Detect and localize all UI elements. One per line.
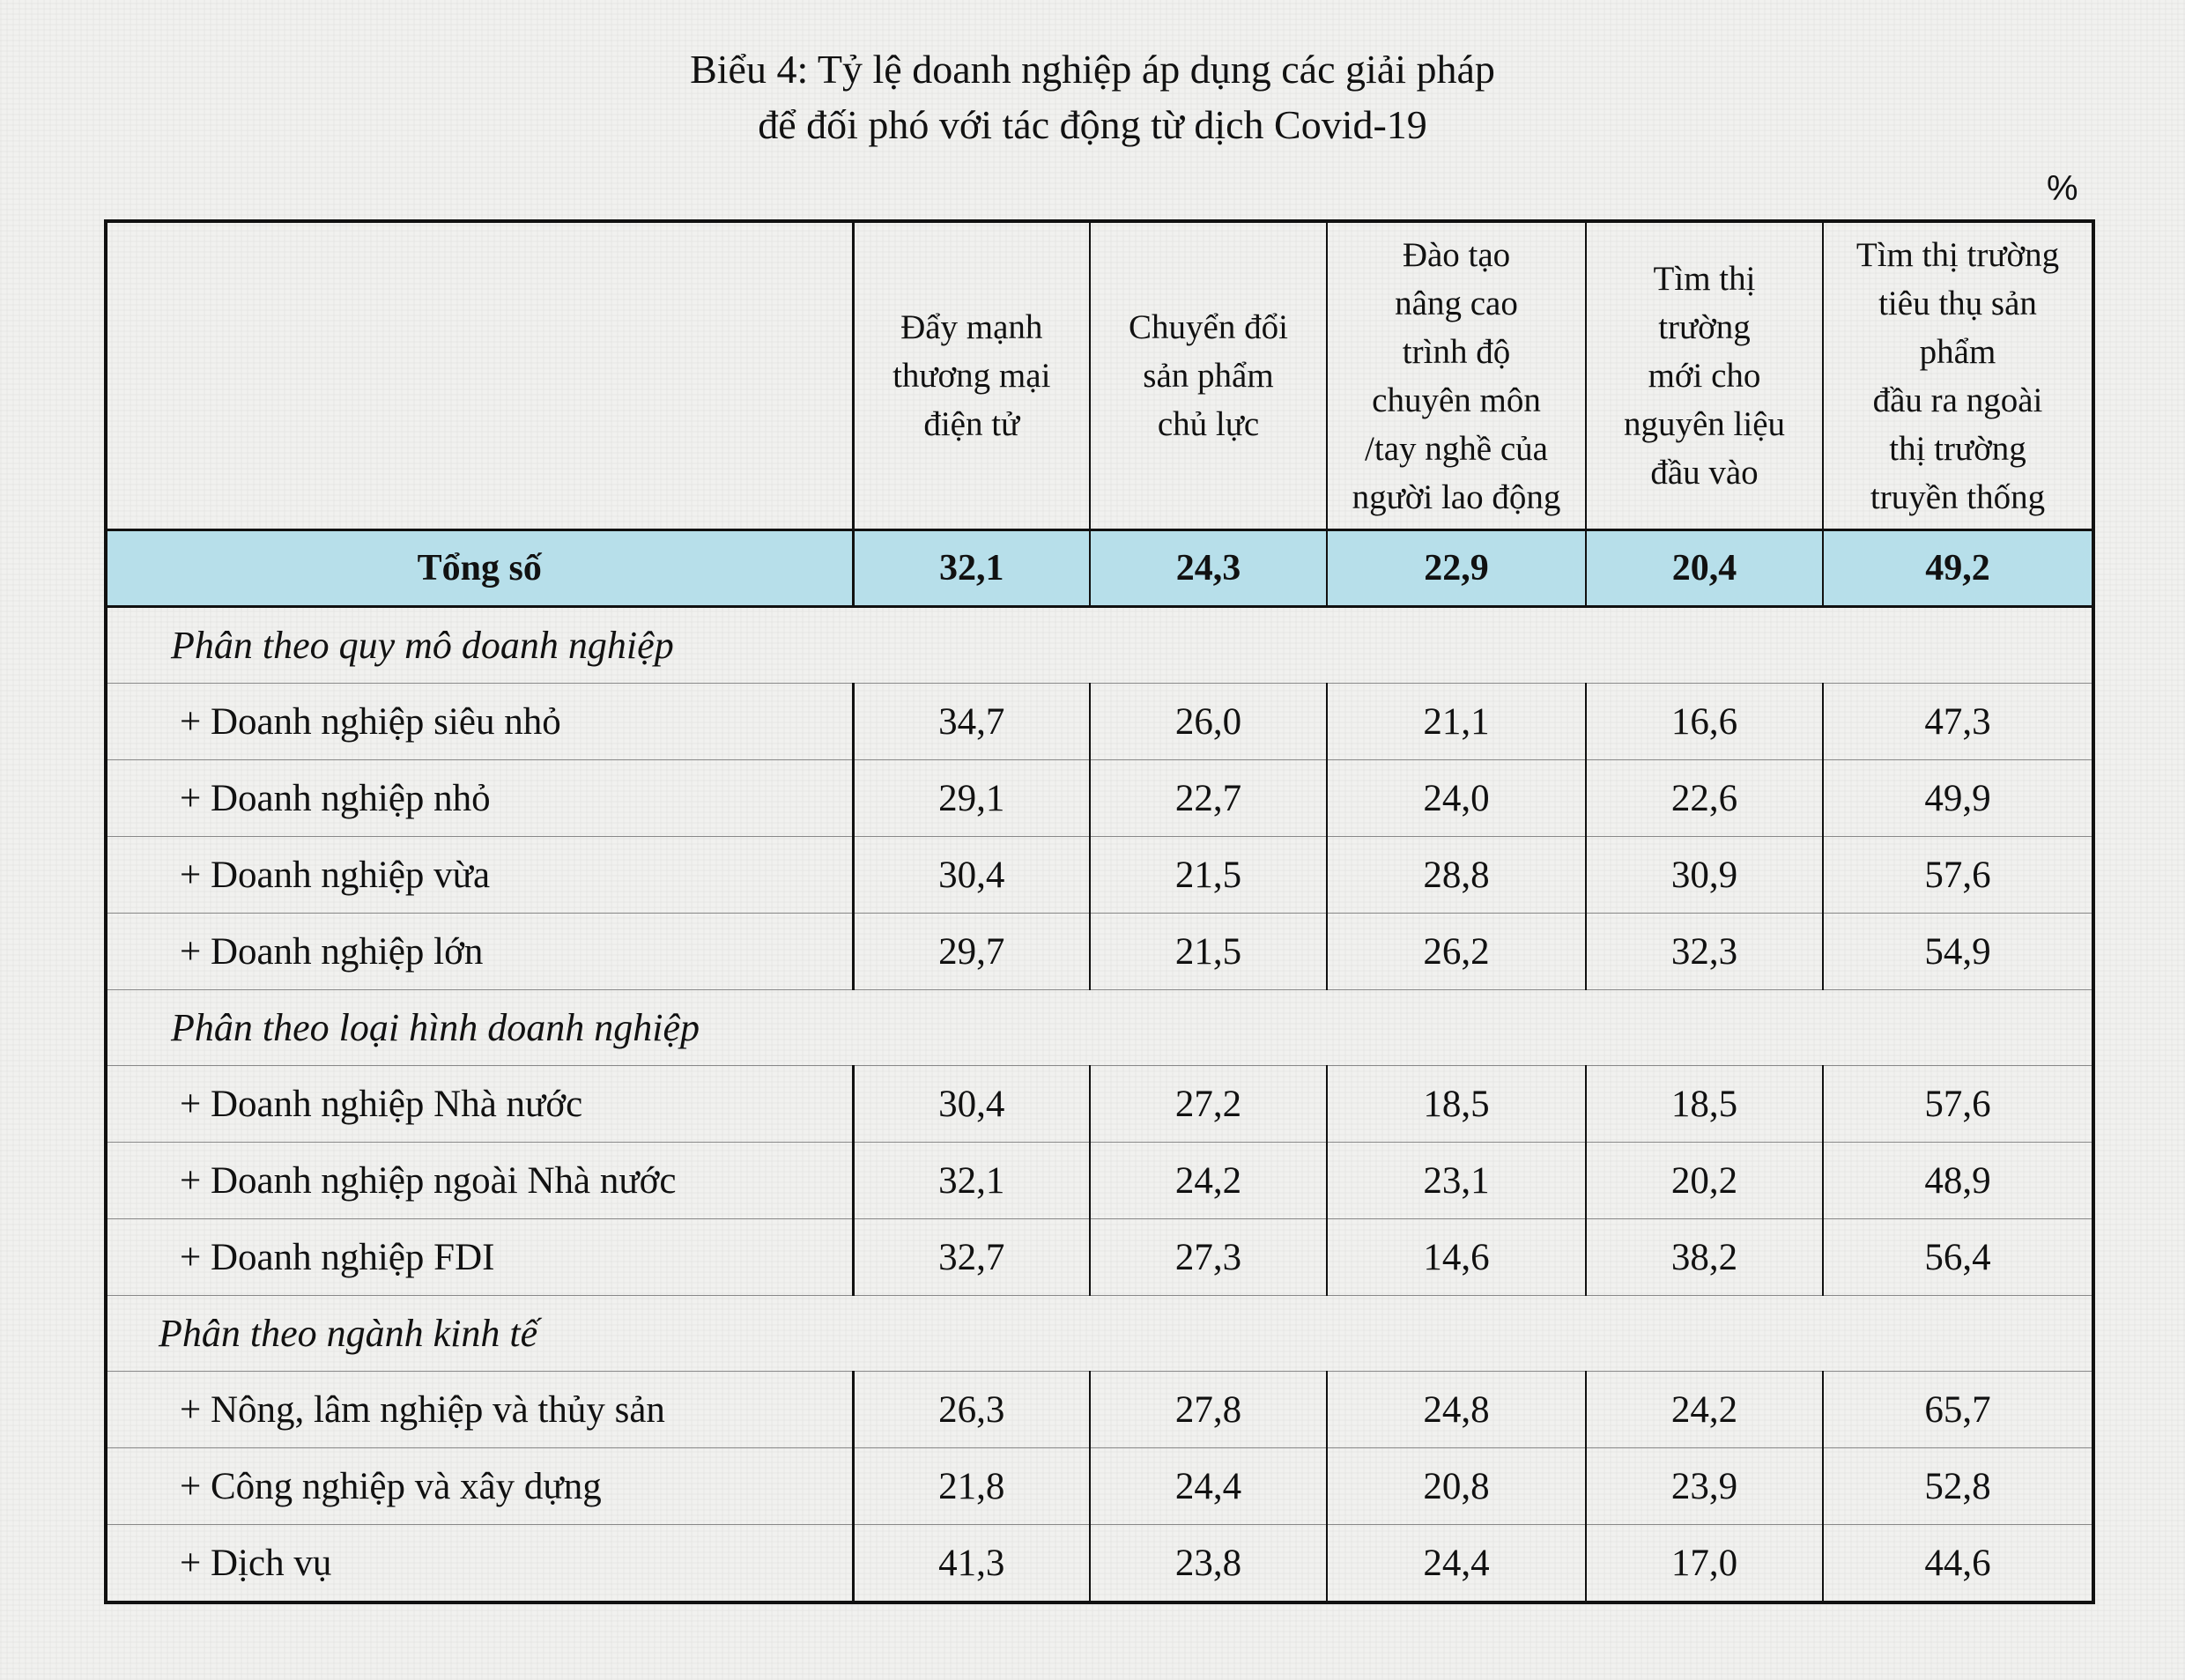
cell-value: 27,3 <box>1090 1219 1327 1296</box>
cell-value: 57,6 <box>1823 837 2093 914</box>
cell-value: 18,5 <box>1327 1066 1586 1143</box>
table-row <box>106 760 2093 837</box>
cell-value: 23,8 <box>1090 1525 1327 1603</box>
table-row <box>106 914 2093 990</box>
total-label: Tổng số <box>106 530 853 607</box>
cell-value: 29,7 <box>853 914 1090 990</box>
cell-value: 41,3 <box>853 1525 1090 1603</box>
cell-value: 30,9 <box>1586 837 1823 914</box>
column-header-training: Đào tạo nâng cao trình độ chuyên môn /tay nghề của người lao động <box>1327 221 1586 530</box>
cell-value: 27,2 <box>1090 1066 1327 1143</box>
row-label: + Dịch vụ <box>106 1525 853 1603</box>
cell-value: 24,0 <box>1327 760 1586 837</box>
group-header-row <box>106 1296 2093 1372</box>
cell-value: 38,2 <box>1586 1219 1823 1296</box>
cell-value: 17,0 <box>1586 1525 1823 1603</box>
cell-value: 47,3 <box>1823 684 2093 760</box>
table-title-line-2: để đối phó với tác động từ dịch Covid-19 <box>758 102 1427 147</box>
table-row <box>106 1143 2093 1219</box>
cell-value: 28,8 <box>1327 837 1586 914</box>
unit-label: % <box>2047 169 2078 208</box>
row-label: + Doanh nghiệp vừa <box>106 837 853 914</box>
row-label: + Doanh nghiệp lớn <box>106 914 853 990</box>
cell-value: 24,4 <box>1090 1448 1327 1525</box>
cell-value: 18,5 <box>1586 1066 1823 1143</box>
cell-value: 44,6 <box>1823 1525 2093 1603</box>
cell-value: 52,8 <box>1823 1448 2093 1525</box>
header-corner-cell <box>106 221 853 530</box>
table-row <box>106 1525 2093 1603</box>
cell-value: 32,7 <box>853 1219 1090 1296</box>
cell-value: 34,7 <box>853 684 1090 760</box>
header-row <box>106 221 2093 530</box>
row-label: + Doanh nghiệp siêu nhỏ <box>106 684 853 760</box>
row-label: + Doanh nghiệp FDI <box>106 1219 853 1296</box>
cell-value: 22,7 <box>1090 760 1327 837</box>
cell-value: 27,8 <box>1090 1372 1327 1448</box>
data-table <box>104 219 2095 1604</box>
cell-value: 26,0 <box>1090 684 1327 760</box>
total-value: 20,4 <box>1586 530 1823 607</box>
cell-value: 16,6 <box>1586 684 1823 760</box>
cell-value: 65,7 <box>1823 1372 2093 1448</box>
group-header-row <box>106 990 2093 1066</box>
cell-value: 26,3 <box>853 1372 1090 1448</box>
cell-value: 32,1 <box>853 1143 1090 1219</box>
table-row <box>106 1066 2093 1143</box>
total-value: 32,1 <box>853 530 1090 607</box>
total-value: 49,2 <box>1823 530 2093 607</box>
cell-value: 49,9 <box>1823 760 2093 837</box>
table-row <box>106 837 2093 914</box>
cell-value: 23,9 <box>1586 1448 1823 1525</box>
total-value: 22,9 <box>1327 530 1586 607</box>
column-header-new-input-markets: Tìm thị trường mới cho nguyên liệu đầu vào <box>1586 221 1823 530</box>
group-title-type: Phân theo loại hình doanh nghiệp <box>106 990 2093 1066</box>
cell-value: 30,4 <box>853 1066 1090 1143</box>
row-label: + Nông, lâm nghiệp và thủy sản <box>106 1372 853 1448</box>
cell-value: 21,1 <box>1327 684 1586 760</box>
cell-value: 21,5 <box>1090 914 1327 990</box>
table-row <box>106 1448 2093 1525</box>
group-header-row <box>106 607 2093 684</box>
group-title-size: Phân theo quy mô doanh nghiệp <box>106 607 2093 684</box>
cell-value: 21,5 <box>1090 837 1327 914</box>
cell-value: 24,8 <box>1327 1372 1586 1448</box>
total-value: 24,3 <box>1090 530 1327 607</box>
cell-value: 29,1 <box>853 760 1090 837</box>
cell-value: 22,6 <box>1586 760 1823 837</box>
table-title-line-1: Biểu 4: Tỷ lệ doanh nghiệp áp dụng các giải pháp <box>690 47 1495 92</box>
cell-value: 20,8 <box>1327 1448 1586 1525</box>
cell-value: 32,3 <box>1586 914 1823 990</box>
cell-value: 20,2 <box>1586 1143 1823 1219</box>
cell-value: 14,6 <box>1327 1219 1586 1296</box>
table-row <box>106 1219 2093 1296</box>
group-title-sector: Phân theo ngành kinh tế <box>106 1296 2093 1372</box>
cell-value: 24,2 <box>1586 1372 1823 1448</box>
cell-value: 54,9 <box>1823 914 2093 990</box>
column-header-new-output-markets: Tìm thị trường tiêu thụ sản phẩm đầu ra ngoài thị trường truyền thống <box>1823 221 2093 530</box>
cell-value: 48,9 <box>1823 1143 2093 1219</box>
row-label: + Doanh nghiệp ngoài Nhà nước <box>106 1143 853 1219</box>
cell-value: 24,4 <box>1327 1525 1586 1603</box>
column-header-ecommerce: Đẩy mạnh thương mại điện tử <box>853 221 1090 530</box>
cell-value: 56,4 <box>1823 1219 2093 1296</box>
cell-value: 23,1 <box>1327 1143 1586 1219</box>
column-header-product-shift: Chuyển đổi sản phẩm chủ lực <box>1090 221 1327 530</box>
row-label: + Công nghiệp và xây dựng <box>106 1448 853 1525</box>
total-row <box>106 530 2093 607</box>
table-row <box>106 1372 2093 1448</box>
cell-value: 30,4 <box>853 837 1090 914</box>
row-label: + Doanh nghiệp nhỏ <box>106 760 853 837</box>
cell-value: 57,6 <box>1823 1066 2093 1143</box>
row-label: + Doanh nghiệp Nhà nước <box>106 1066 853 1143</box>
table-row <box>106 684 2093 760</box>
cell-value: 26,2 <box>1327 914 1586 990</box>
cell-value: 24,2 <box>1090 1143 1327 1219</box>
cell-value: 21,8 <box>853 1448 1090 1525</box>
